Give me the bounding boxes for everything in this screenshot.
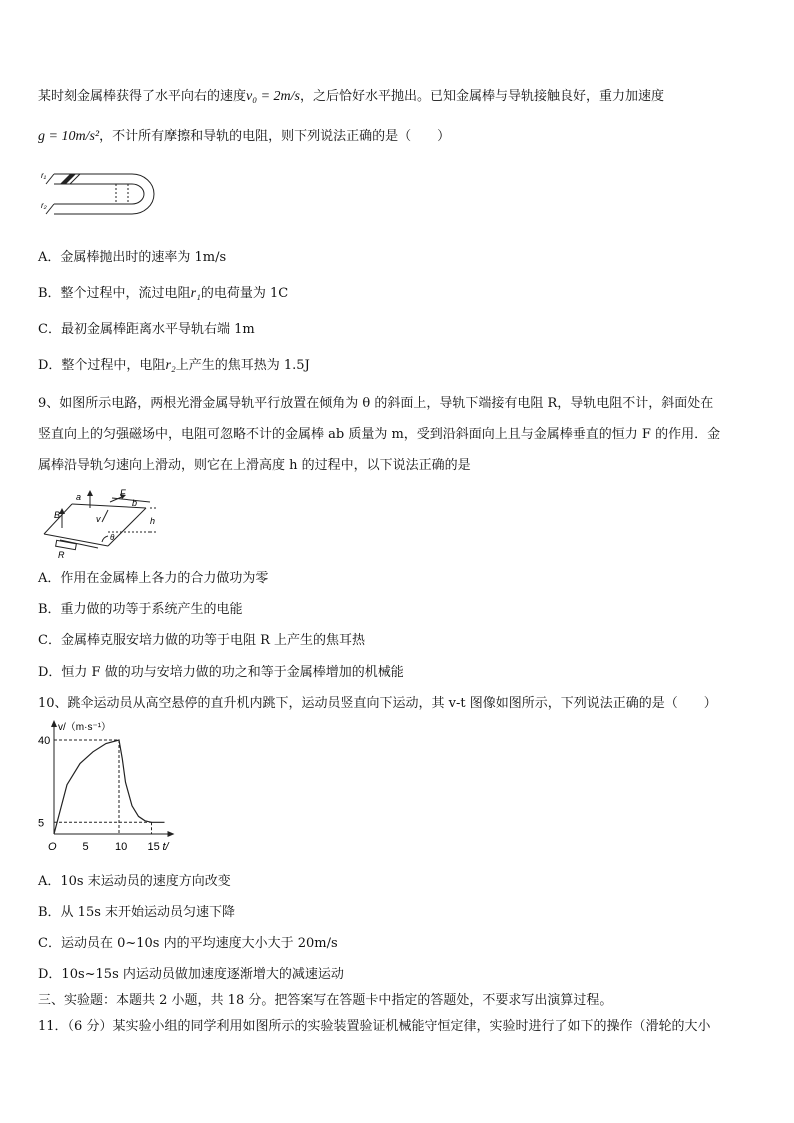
- q8-stem-text: 某时刻金属棒获得了水平向右的速度: [38, 89, 247, 104]
- q8-option-a: A．金属棒抛出时的速率为 1m/s: [38, 250, 227, 265]
- q9-fig-label-f: F: [120, 488, 126, 498]
- q9-fig-label-b-field: B: [54, 510, 61, 520]
- q10-option-d: D．10s~15s 内运动员做加速度逐渐增大的减速运动: [38, 967, 344, 982]
- q9-fig-label-h: h: [150, 516, 156, 526]
- q8-gravity-math: g = 10m/s²: [38, 129, 100, 144]
- q9-stem-line2: 竖直向上的匀强磁场中，电阻可忽略不计的金属棒 ab 质量为 m，受到沿斜面向上且与金属棒垂直的恒力 F 的作用．金: [38, 427, 721, 442]
- q8-option-c: C．最初金属棒距离水平导轨右端 1m: [38, 322, 255, 337]
- y-tick-label: 5: [38, 817, 45, 830]
- x-axis-label: t/: [162, 841, 169, 853]
- q9-fig-label-b: b: [132, 498, 138, 508]
- y-axis-label: v/（m·s⁻¹）: [58, 722, 112, 733]
- q8-option-b: [38, 285, 288, 303]
- q8-option-d-math: r₂: [165, 358, 176, 373]
- q9-stem-line3: 属棒沿导轨匀速向上滑动，则它在上滑高度 h 的过程中，以下说法正确的是: [38, 458, 471, 473]
- q8-option-d-text: 上产生的焦耳热为 1.5J: [175, 358, 310, 373]
- q8-stem-line2: [38, 128, 450, 146]
- q9-option-a: A．作用在金属棒上各力的合力做功为零: [38, 571, 269, 586]
- q9-fig-label-v: v: [96, 514, 101, 524]
- q9-fig-label-r: R: [58, 550, 65, 560]
- chart-series-line: [54, 740, 165, 834]
- q8-option-d: [38, 357, 310, 375]
- x-tick-label: 15: [147, 841, 160, 853]
- q9-fig-label-a: a: [76, 492, 82, 502]
- q8-fig-label-r2: r₂: [41, 201, 47, 210]
- q8-stem-text: ，之后恰好水平抛出。已知金属棒与导轨接触良好，重力加速度: [300, 89, 665, 104]
- y-tick-label: 40: [38, 735, 51, 747]
- q11-stem: 11．（6 分）某实验小组的同学利用如图所示的实验装置验证机械能守恒定律，实验时进行了如下的操作（滑轮的大小: [38, 1019, 711, 1034]
- q9-option-b: B．重力做的功等于系统产生的电能: [38, 602, 243, 617]
- q8-fig-label-r1: r₁: [41, 171, 47, 180]
- q9-option-c: C．金属棒克服安培力做的功等于电阻 R 上产生的焦耳热: [38, 633, 365, 648]
- q10-vt-chart: [36, 718, 196, 868]
- q8-stem-line1: [38, 88, 664, 106]
- x-tick-label: 10: [115, 841, 128, 853]
- q9-figure: [38, 488, 168, 560]
- q9-stem-line1: 9、如图所示电路，两根光滑金属导轨平行放置在倾角为 θ 的斜面上，导轨下端接有电阻 R，导轨电阻不计，斜面处在: [38, 396, 714, 411]
- x-tick-label: 5: [82, 841, 89, 853]
- q8-option-b-text: B．整个过程中，流过电阻: [38, 286, 191, 301]
- section-3-heading: 三、实验题：本题共 2 小题，共 18 分。把答案写在答题卡中指定的答题处，不要求写出演算过程。: [38, 993, 613, 1008]
- q8-option-b-text: 的电荷量为 1C: [200, 286, 289, 301]
- origin-label: O: [48, 841, 57, 853]
- q8-figure: [40, 166, 160, 226]
- q9-option-d: D．恒力 F 做的功与安培力做的功之和等于金属棒增加的机械能: [38, 665, 404, 680]
- q8-velocity-math: v₀ = 2m/s: [246, 89, 300, 104]
- x-axis-arrow: [168, 831, 175, 837]
- q10-option-b: B．从 15s 末开始运动员匀速下降: [38, 905, 236, 920]
- q10-option-c: C．运动员在 0~10s 内的平均速度大小大于 20m/s: [38, 936, 338, 951]
- y-axis-arrow: [51, 720, 57, 727]
- q8-option-d-text: D．整个过程中，电阻: [38, 358, 166, 373]
- q8-option-b-math: r₁: [190, 286, 201, 301]
- q9-fig-label-theta: θ: [110, 533, 115, 542]
- q8-stem-text: ，不计所有摩擦和导轨的电阻，则下列说法正确的是（ ）: [99, 129, 451, 144]
- q10-option-a: A．10s 末运动员的速度方向改变: [38, 874, 231, 889]
- q10-stem: 10、跳伞运动员从高空悬停的直升机内跳下，运动员竖直向下运动，其 v-t 图像如图所示，下列说法正确的是（ ）: [38, 696, 717, 711]
